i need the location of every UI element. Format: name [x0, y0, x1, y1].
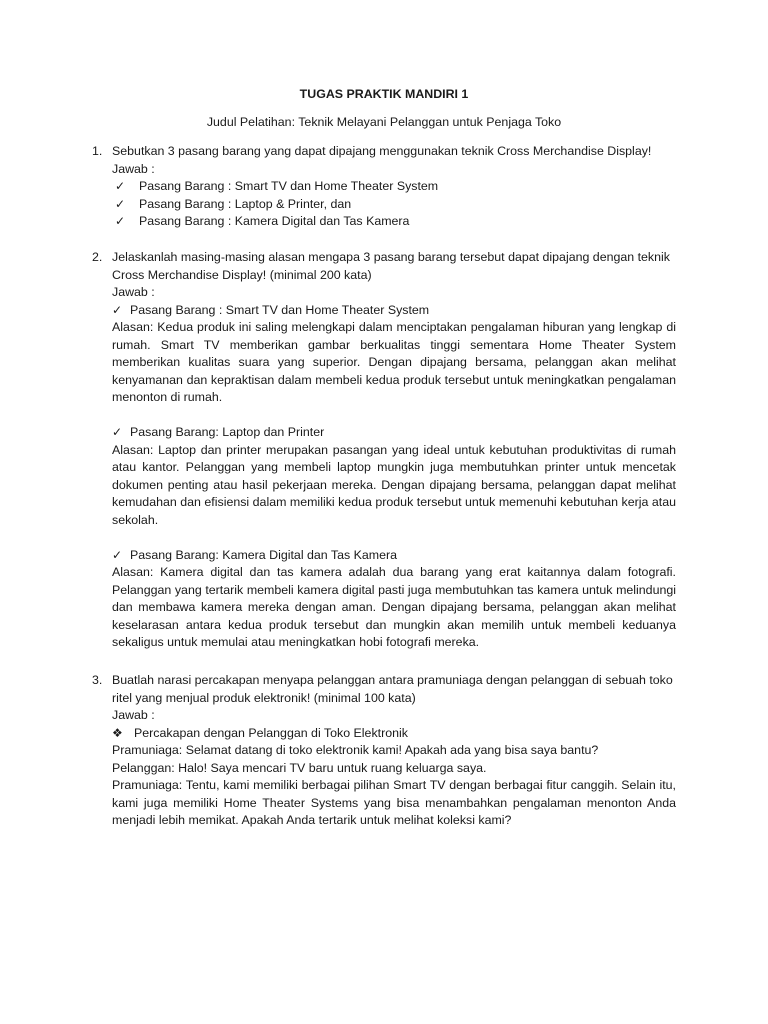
question-number: 3.: [92, 673, 103, 687]
dialogue-line: Pramuniaga: Tentu, kami memiliki berbagai pilihan Smart TV dengan berbagai fitur canggih. Selain itu, kami juga memiliki Home Theater Systems yang bisa menambahkan pengalaman menonton Anda menjadi lebih memikat. Apakah Anda tertarik untuk melihat koleksi kami?: [112, 778, 676, 827]
checkmark-icon: ✓: [112, 302, 123, 317]
answer-list: [112, 178, 676, 231]
list-item: ✓ Pasang Barang : Kamera Digital dan Tas Kamera: [112, 213, 676, 231]
question-text: Jelaskanlah masing-masing alasan mengapa 3 pasang barang tersebut dapat dipajang dengan teknik Cross Merchandise Display! (minimal 200 kata): [112, 250, 670, 282]
dialogue-line: Pramuniaga: Selamat datang di toko elektronik kami! Apakah ada yang bisa saya bantu?: [112, 743, 599, 757]
section-heading: ❖ Percakapan dengan Pelanggan di Toko Elektronik: [112, 725, 676, 743]
diamond-bullet-icon: ❖: [112, 725, 123, 740]
section-heading: ✓ Pasang Barang : Smart TV dan Home Theater System: [112, 302, 676, 320]
answer-label: Jawab :: [112, 285, 155, 299]
reason-paragraph: Alasan: Kamera digital dan tas kamera adalah dua barang yang erat kaitannya dalam fotografi. Pelanggan yang tertarik membeli kamera digital pasti juga membutuhkan tas kamera untuk melindungi dan membawa kamera mereka dengan aman. Dengan dipajang bersama, pelanggan akan melihat keselarasan antara kedua produk tersebut dan mungkin akan memilih untuk membeli keduanya sekaligus untuk memulai atau meningkatkan hobi fotografi mereka.: [112, 565, 676, 649]
reason-paragraph: Alasan: Laptop dan printer merupakan pasangan yang ideal untuk kebutuhan produktivitas di rumah atau kantor. Pelanggan yang membeli laptop mungkin juga membutuhkan printer untuk mencetak dokumen penting atau hasil pekerjaan mereka. Dengan dipajang bersama, pelanggan dapat melihat kemudahan dan efisiensi dalam memiliki kedua produk tersebut untuk memenuhi kebutuhan kerja atau sekolah.: [112, 442, 676, 527]
answer-label: Jawab :: [112, 708, 155, 722]
checkmark-icon: ✓: [112, 425, 123, 439]
section-heading: ✓ Pasang Barang: Laptop dan Printer: [112, 424, 676, 442]
list-item: ✓ Pasang Barang : Laptop & Printer, dan: [112, 196, 676, 214]
checkmark-icon: ✓: [115, 214, 126, 228]
training-title: Judul Pelatihan: Teknik Melayani Pelanggan untuk Penjaga Toko: [206, 115, 562, 129]
dialogue-line: Pelanggan: Halo! Saya mencari TV baru untuk ruang keluarga saya.: [112, 760, 487, 775]
question-1: [92, 143, 676, 231]
checkmark-icon: ✓: [115, 179, 126, 193]
document-title: TUGAS PRAKTIK MANDIRI 1: [299, 87, 469, 101]
question-text: Buatlah narasi percakapan menyapa pelanggan antara pramuniaga dengan pelanggan di sebuah toko ritel yang menjual produk elektronik! (minimal 100 kata): [112, 673, 673, 705]
question-number: 2.: [92, 250, 103, 264]
question-2: [92, 249, 676, 652]
question-number: 1.: [92, 144, 103, 158]
question-text: Sebutkan 3 pasang barang yang dapat dipajang menggunakan teknik Cross Merchandise Display!: [112, 144, 652, 158]
reason-paragraph: Alasan: Kedua produk ini saling melengkapi dalam menciptakan pengalaman hiburan yang lengkap di rumah. Smart TV memberikan gambar berkualitas tinggi sementara Home Theater System memberikan kualitas suara yang superior. Dengan dipajang bersama, pelanggan akan melihat kenyamanan dan kepraktisan dalam membeli kedua produk tersebut untuk meningkatkan pengalaman menonton di rumah.: [112, 320, 676, 404]
section-heading: ✓ Pasang Barang: Kamera Digital dan Tas Kamera: [112, 547, 676, 565]
question-3: [92, 672, 676, 830]
list-item: ✓ Pasang Barang : Smart TV dan Home Theater System: [112, 178, 676, 196]
checkmark-icon: ✓: [112, 547, 123, 562]
checkmark-icon: ✓: [115, 196, 126, 211]
answer-label: Jawab :: [112, 161, 155, 176]
